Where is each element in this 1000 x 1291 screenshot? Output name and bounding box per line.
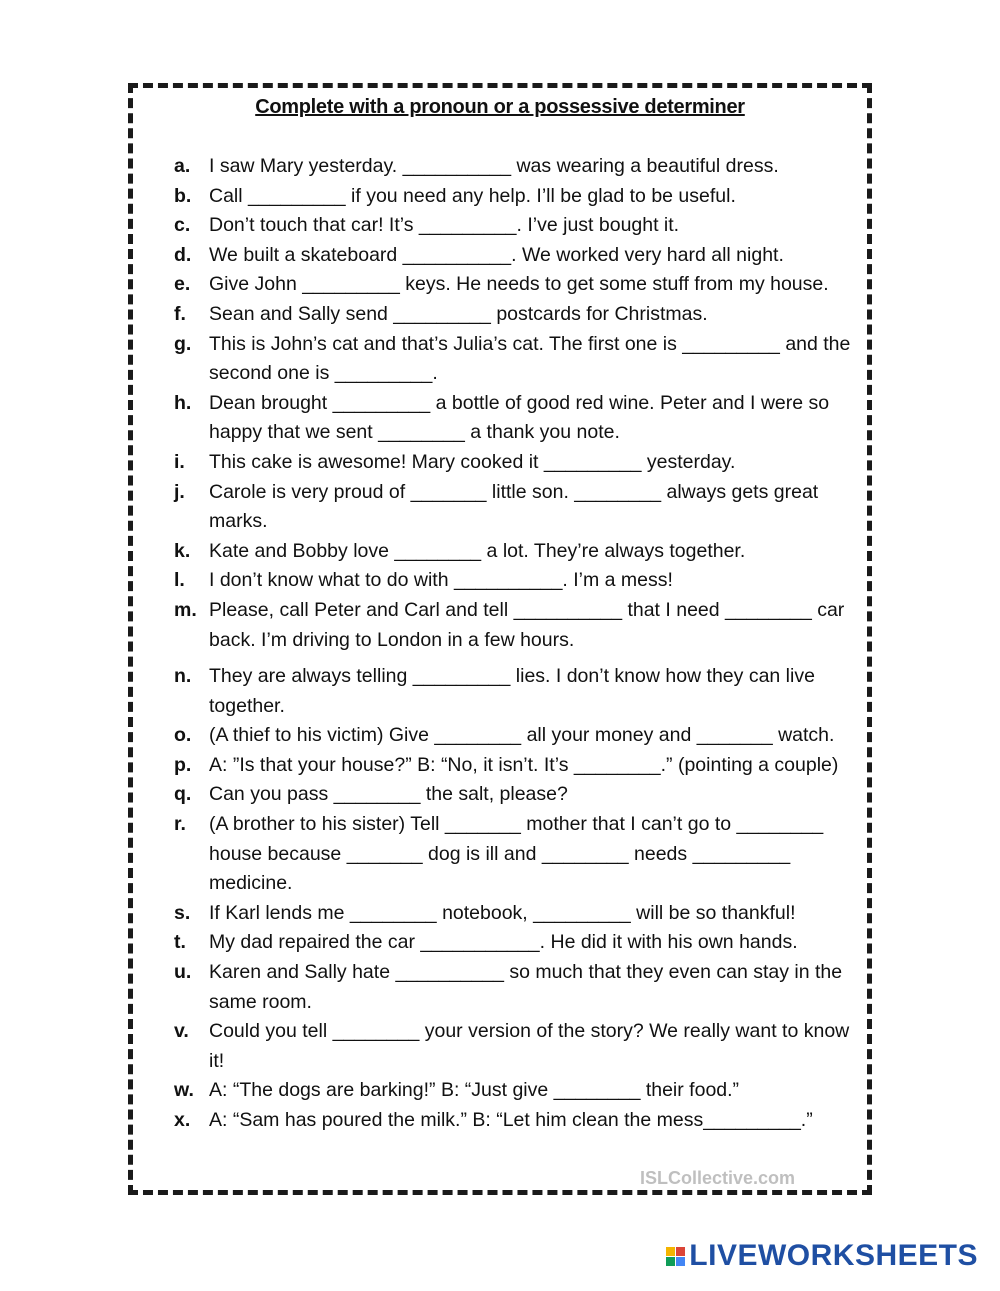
item-text: Don’t touch that car! It’s _________. I’ve just bought it. bbox=[209, 214, 680, 237]
item-text: Give John _________ keys. He needs to get some stuff from my house. bbox=[209, 273, 829, 296]
item-letter: w. bbox=[174, 1079, 194, 1102]
item-letter: p. bbox=[174, 753, 192, 776]
exercise-item bbox=[174, 958, 864, 1017]
item-letter: q. bbox=[174, 783, 192, 806]
exercise-item bbox=[174, 330, 864, 389]
exercise-item bbox=[174, 928, 864, 958]
item-letter: f. bbox=[174, 302, 186, 325]
exercise-item bbox=[174, 662, 864, 721]
liveworksheets-logo-icon bbox=[666, 1247, 685, 1266]
exercise-item bbox=[174, 300, 864, 330]
exercise-item bbox=[174, 211, 864, 241]
item-text: Could you tell ________ your version of the story? We really want to know it! bbox=[209, 1020, 850, 1072]
item-letter: m. bbox=[174, 598, 197, 621]
item-letter: s. bbox=[174, 901, 191, 924]
item-letter: j. bbox=[174, 480, 185, 503]
item-letter: x. bbox=[174, 1109, 191, 1131]
item-letter: b. bbox=[174, 184, 192, 207]
item-letter: c. bbox=[174, 214, 191, 237]
item-letter: o. bbox=[174, 724, 192, 747]
exercise-item bbox=[174, 899, 864, 929]
item-text: Can you pass ________ the salt, please? bbox=[209, 783, 568, 806]
item-text: They are always telling _________ lies. I don’t know how they can live together. bbox=[209, 665, 815, 717]
item-letter: t. bbox=[174, 931, 186, 954]
item-text: My dad repaired the car ___________. He did it with his own hands. bbox=[209, 931, 798, 954]
item-text: Sean and Sally send _________ postcards for Christmas. bbox=[209, 302, 708, 325]
item-letter: k. bbox=[174, 539, 191, 562]
item-text: Dean brought _________ a bottle of good red wine. Peter and I were so happy that we sent ________ a thank you note. bbox=[209, 391, 830, 444]
item-letter: i. bbox=[174, 450, 185, 473]
item-text: We built a skateboard __________. We worked very hard all night. bbox=[209, 243, 784, 266]
item-text: Carole is very proud of _______ little son. ________ always gets great marks. bbox=[209, 480, 819, 533]
exercise-item bbox=[174, 182, 864, 212]
watermark: ISLCollective.com bbox=[640, 1168, 796, 1188]
item-text: Please, call Peter and Carl and tell __________ that I need ________ car back. I’m driving to London in a few hours. bbox=[209, 598, 845, 651]
exercise-item bbox=[174, 152, 864, 182]
item-text: I don’t know what to do with __________. I’m a mess! bbox=[209, 569, 673, 592]
item-text: If Karl lends me ________ notebook, _________ will be so thankful! bbox=[209, 901, 796, 924]
item-text: A: “Sam has poured the milk.” B: “Let him clean the mess_________.” bbox=[209, 1109, 813, 1131]
exercise-item bbox=[174, 566, 864, 596]
footer-brand[interactable] bbox=[666, 1239, 978, 1273]
item-letter: g. bbox=[174, 332, 192, 355]
exercise-item bbox=[174, 810, 864, 899]
exercise-item bbox=[174, 751, 864, 781]
item-text: This is John’s cat and that’s Julia’s cat. The first one is _________ and the second one is _________. bbox=[209, 332, 851, 385]
item-text: A: “The dogs are barking!” B: “Just give ________ their food.” bbox=[209, 1079, 740, 1102]
item-text: Karen and Sally hate __________ so much that they even can stay in the same room. bbox=[209, 961, 843, 1013]
item-letter: e. bbox=[174, 273, 191, 296]
item-text: A: ”Is that your house?” B: “No, it isn’t. It’s ________.” (pointing a couple) bbox=[209, 753, 839, 776]
item-text: Call _________ if you need any help. I’ll be glad to be useful. bbox=[209, 184, 736, 207]
item-text: I saw Mary yesterday. __________ was wearing a beautiful dress. bbox=[209, 155, 779, 177]
exercise-item bbox=[174, 448, 864, 478]
exercise-item bbox=[174, 270, 864, 300]
exercise-item bbox=[174, 596, 864, 655]
item-letter: r. bbox=[174, 813, 186, 836]
item-letter: n. bbox=[174, 665, 192, 688]
exercise-item bbox=[174, 1106, 864, 1136]
worksheet-title: Complete with a pronoun or a possessive determiner bbox=[255, 96, 745, 118]
exercise-item bbox=[174, 780, 864, 810]
item-text: Kate and Bobby love ________ a lot. They’re always together. bbox=[209, 539, 746, 562]
exercise-item bbox=[174, 1076, 864, 1106]
exercise-item bbox=[174, 241, 864, 271]
item-letter: d. bbox=[174, 243, 192, 266]
item-text: (A thief to his victim) Give ________ all your money and _______ watch. bbox=[209, 724, 835, 747]
brand-name: LIVEWORKSHEETS bbox=[689, 1239, 978, 1272]
exercise-item bbox=[174, 721, 864, 751]
item-letter: a. bbox=[174, 155, 191, 177]
item-letter: h. bbox=[174, 391, 192, 414]
exercise-item bbox=[174, 478, 864, 537]
exercise-item bbox=[174, 389, 864, 448]
item-letter: l. bbox=[174, 569, 185, 592]
item-letter: v. bbox=[174, 1020, 189, 1043]
exercise-item bbox=[174, 537, 864, 567]
item-letter: u. bbox=[174, 961, 192, 984]
item-text: This cake is awesome! Mary cooked it _________ yesterday. bbox=[209, 450, 736, 473]
exercise-list bbox=[174, 152, 864, 1136]
item-text: (A brother to his sister) Tell _______ mother that I can’t go to ________ house because _______ dog is ill and ________ needs _________ medicine. bbox=[209, 813, 824, 895]
exercise-item bbox=[174, 1017, 864, 1076]
